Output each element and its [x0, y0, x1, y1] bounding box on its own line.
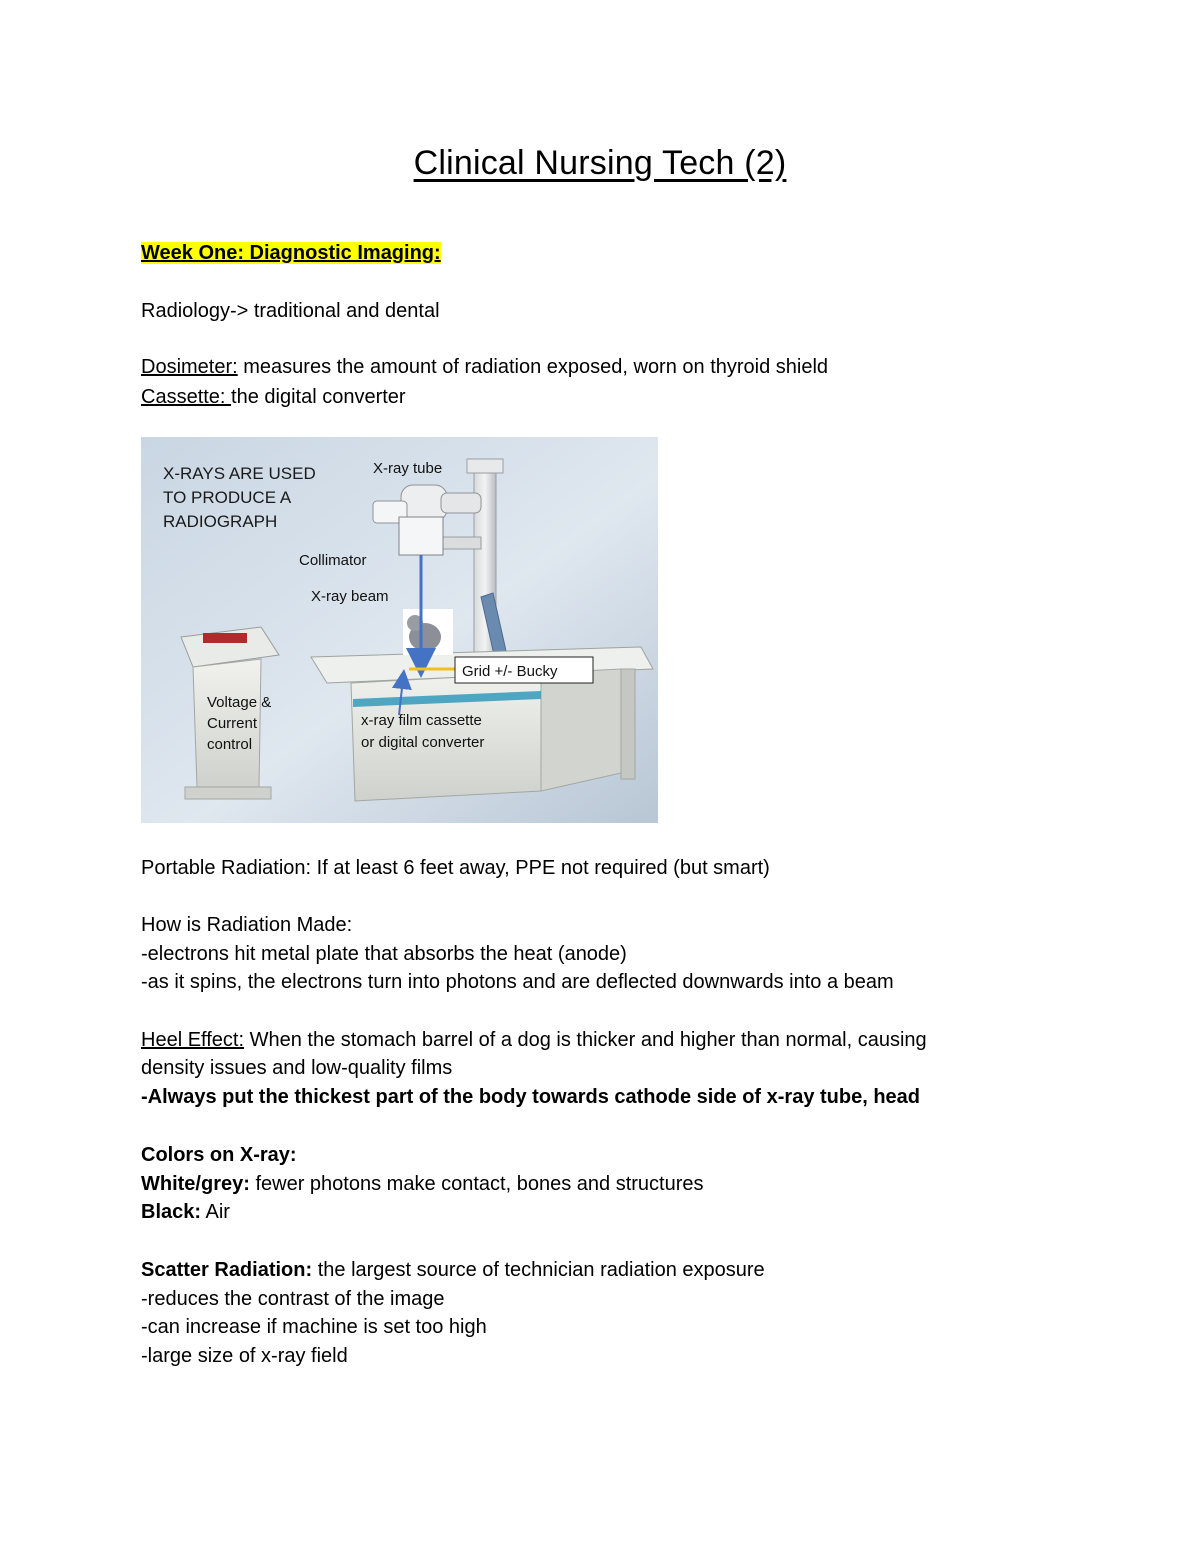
collimator-label: Collimator [299, 552, 367, 569]
xray-beam-label: X-ray beam [311, 588, 389, 605]
scatter-item-1: -reduces the contrast of the image [141, 1288, 445, 1310]
black-term: Black: [141, 1201, 202, 1223]
heel-text-1: When the stomach barrel of a dog is thicker and higher than normal, causing [244, 1029, 927, 1051]
how-made-item-2: -as it spins, the electrons turn into photons and are deflected downwards into a beam [141, 971, 894, 993]
colors-black-line [141, 1199, 230, 1225]
heel-note: -Always put the thickest part of the body towards cathode side of x-ray tube, head [141, 1086, 921, 1108]
heel-line-1 [141, 1027, 927, 1053]
dosimeter-line [141, 354, 828, 380]
scatter-line [141, 1257, 765, 1283]
cassette-text: the digital converter [231, 386, 406, 408]
cat-patient [403, 609, 453, 655]
how-made-heading: How is Radiation Made: [141, 914, 353, 936]
voltage-label-2: Current [207, 715, 258, 732]
scatter-item-2: -can increase if machine is set too high [141, 1316, 487, 1338]
white-term: White/grey: [141, 1173, 250, 1195]
white-text: fewer photons make contact, bones and structures [249, 1173, 704, 1195]
figure-headline-2: TO PRODUCE A [163, 488, 292, 507]
heel-line-2: density issues and low-quality films [141, 1057, 453, 1079]
scatter-term: Scatter Radiation: [141, 1259, 313, 1281]
how-made-item-1: -electrons hit metal plate that absorbs the heat (anode) [141, 943, 627, 965]
scatter-text: the largest source of technician radiation exposure [312, 1259, 765, 1281]
black-text: Air [201, 1201, 230, 1223]
voltage-label-3: control [207, 736, 253, 753]
colors-heading: Colors on X-ray: [141, 1144, 297, 1166]
section-heading [141, 240, 441, 266]
cassette-term: Cassette: [141, 386, 232, 408]
figure-headline-1: X-RAYS ARE USED [163, 464, 316, 483]
cassette-line [141, 384, 406, 410]
cassette-label-2: or digital converter [361, 734, 485, 751]
voltage-label-1: Voltage & [207, 694, 272, 711]
portable-line: Portable Radiation: If at least 6 feet away, PPE not required (but smart) [141, 857, 770, 879]
xray-machine-figure [141, 437, 658, 823]
heel-term: Heel Effect: [141, 1029, 245, 1051]
section-heading-text: Week One: Diagnostic Imaging: [141, 242, 441, 264]
grid-label: Grid +/- Bucky [462, 663, 558, 680]
figure-headline-3: RADIOGRAPH [163, 512, 278, 531]
xray-tube-label: X-ray tube [373, 460, 443, 477]
colors-white-line [141, 1171, 704, 1197]
scatter-item-3: -large size of x-ray field [141, 1345, 348, 1367]
collimator [399, 517, 443, 555]
dosimeter-text: measures the amount of radiation exposed, worn on thyroid shield [237, 356, 829, 378]
cassette-label-1: x-ray film cassette [361, 712, 482, 729]
dosimeter-term: Dosimeter: [141, 356, 238, 378]
page-title: Clinical Nursing Tech (2) [413, 144, 787, 182]
radiology-line: Radiology-> traditional and dental [141, 300, 440, 322]
